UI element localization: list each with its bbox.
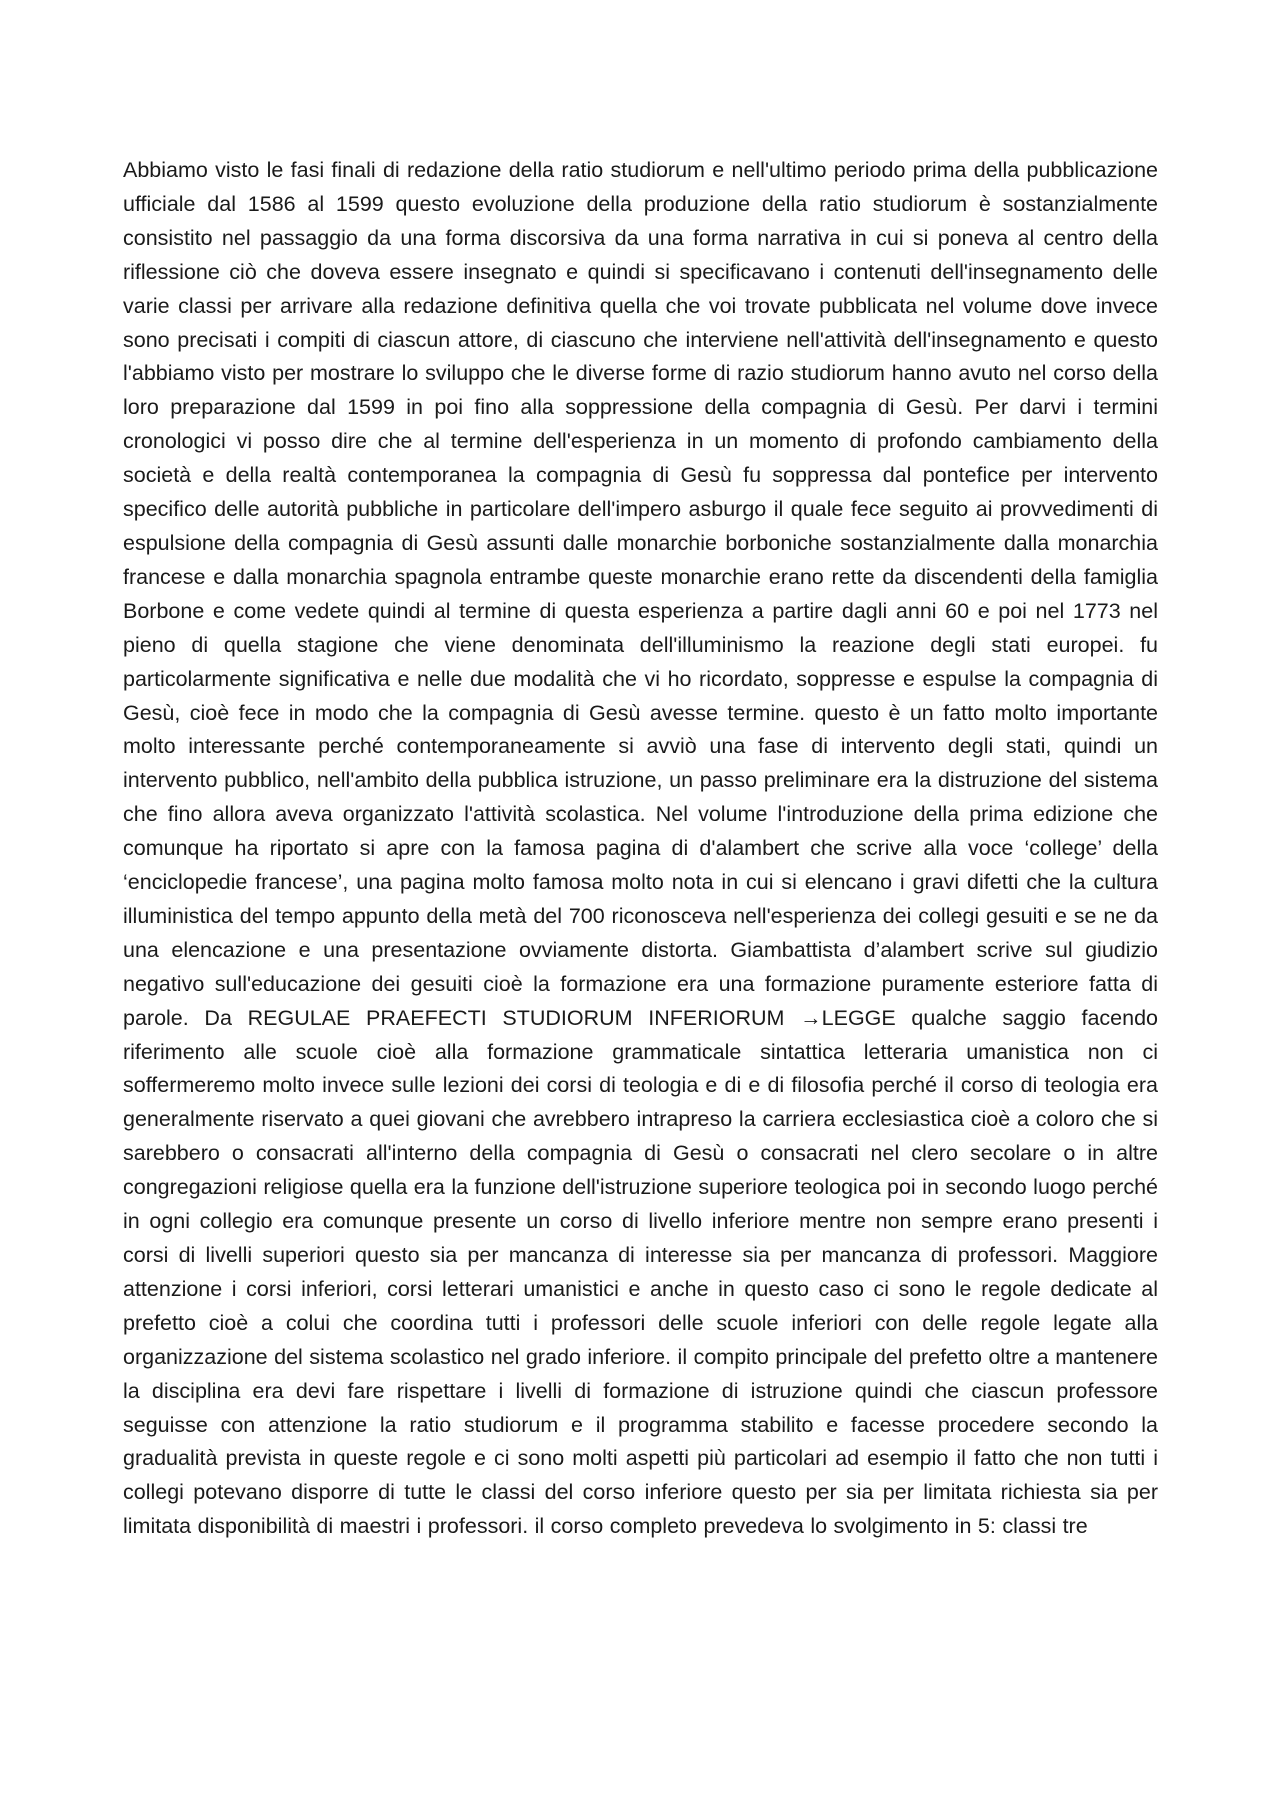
body-paragraph: Abbiamo visto le fasi finali di redazione della ratio studiorum e nell'ultimo periodo prima della pubblicazione ufficiale dal 1586 al 1599 questo evoluzione della produzione della ratio studiorum è sostanzialmente consistito nel passaggio da una forma discorsiva da una forma narrativa in cui si poneva al centro della riflessione ciò che doveva essere insegnato e quindi si specificavano i contenuti dell'insegnamento delle varie classi per arrivare alla redazione definitiva quella che voi trovate pubblicata nel volume dove invece sono precisati i compiti di ciascun attore, di ciascuno che interviene nell'attività dell'insegnamento e questo l'abbiamo visto per mostrare lo sviluppo che le diverse forme di razio studiorum hanno avuto nel corso della loro preparazione dal 1599 in poi fino alla soppressione della compagnia di Gesù. Per darvi i termini cronologici vi posso dire che al termine dell'esperienza in un momento di profondo cambiamento della società e della realtà contemporanea la compagnia di Gesù fu soppressa dal pontefice per intervento specifico delle autorità pubbliche in particolare dell'impero asburgo il quale fece seguito ai provvedimenti di espulsione della compagnia di Gesù assunti dalle monarchie borboniche sostanzialmente dalla monarchia francese e dalla monarchia spagnola entrambe queste monarchie erano rette da discendenti della famiglia Borbone e come vedete quindi al termine di questa esperienza a partire dagli anni 60 e poi nel 1773 nel pieno di quella stagione che viene denominata dell'illuminismo la reazione degli stati europei. fu particolarmente significativa e nelle due modalità che vi ho ricordato, soppresse e espulse la compagnia di Gesù, cioè fece in modo che la compagnia di Gesù avesse termine. questo è un fatto molto importante molto interessante perché contemporaneamente si avviò una fase di intervento degli stati, quindi un intervento pubblico, nell'ambito della pubblica istruzione, un passo preliminare era la distruzione del sistema che fino allora aveva organizzato l'attività scolastica. Nel volume l'introduzione della prima edizione che comunque ha riportato si apre con la famosa pagina di d'alambert che scrive alla voce ‘college’ della ‘enciclopedie francese’, una pagina molto famosa molto nota in cui si elencano i gravi difetti che la cultura illuministica del tempo appunto della metà del 700 riconosceva nell'esperienza dei collegi gesuiti e se ne da una elencazione e una presentazione ovviamente distorta. Giambattista d’alambert scrive sul giudizio negativo sull'educazione dei gesuiti cioè la formazione era una formazione puramente esteriore fatta di parole. Da REGULAE PRAEFECTI STUDIORUM INFERIORUM →LEGGE qualche saggio facendo riferimento alle scuole cioè alla formazione grammaticale sintattica letteraria umanistica non ci soffermeremo molto invece sulle lezioni dei corsi di teologia e di e di filosofia perché il corso di teologia era generalmente riservato a quei giovani che avrebbero intrapreso la carriera ecclesiastica cioè a coloro che si sarebbero o consacrati all'interno della compagnia di Gesù o consacrati nel clero secolare o in altre congregazioni religiose quella era la funzione dell'istruzione superiore teologica poi in secondo luogo perché in ogni collegio era comunque presente un corso di livello inferiore mentre non sempre erano presenti i corsi di livelli superiori questo sia per mancanza di interesse sia per mancanza di professori. Maggiore attenzione i corsi inferiori, corsi letterari umanistici e anche in questo caso ci sono le regole dedicate al prefetto cioè a colui che coordina tutti i professori delle scuole inferiori con delle regole legate alla organizzazione del sistema scolastico nel grado inferiore. il compito principale del prefetto oltre a mantenere la disciplina era devi fare rispettare i livelli di formazione di istruzione quindi che ciascun professore seguisse con attenzione la ratio studiorum e il programma stabilito e facesse procedere secondo la gradualità prevista in queste regole e ci sono molti aspetti più particolari ad esempio il fatto che non tutti i collegi potevano disporre di tutte le classi del corso inferiore questo per sia per limitata richiesta sia per limitata disponibilità di maestri i professori. il corso completo prevedeva lo svolgimento in 5: classi tre [123, 158, 1158, 1539]
